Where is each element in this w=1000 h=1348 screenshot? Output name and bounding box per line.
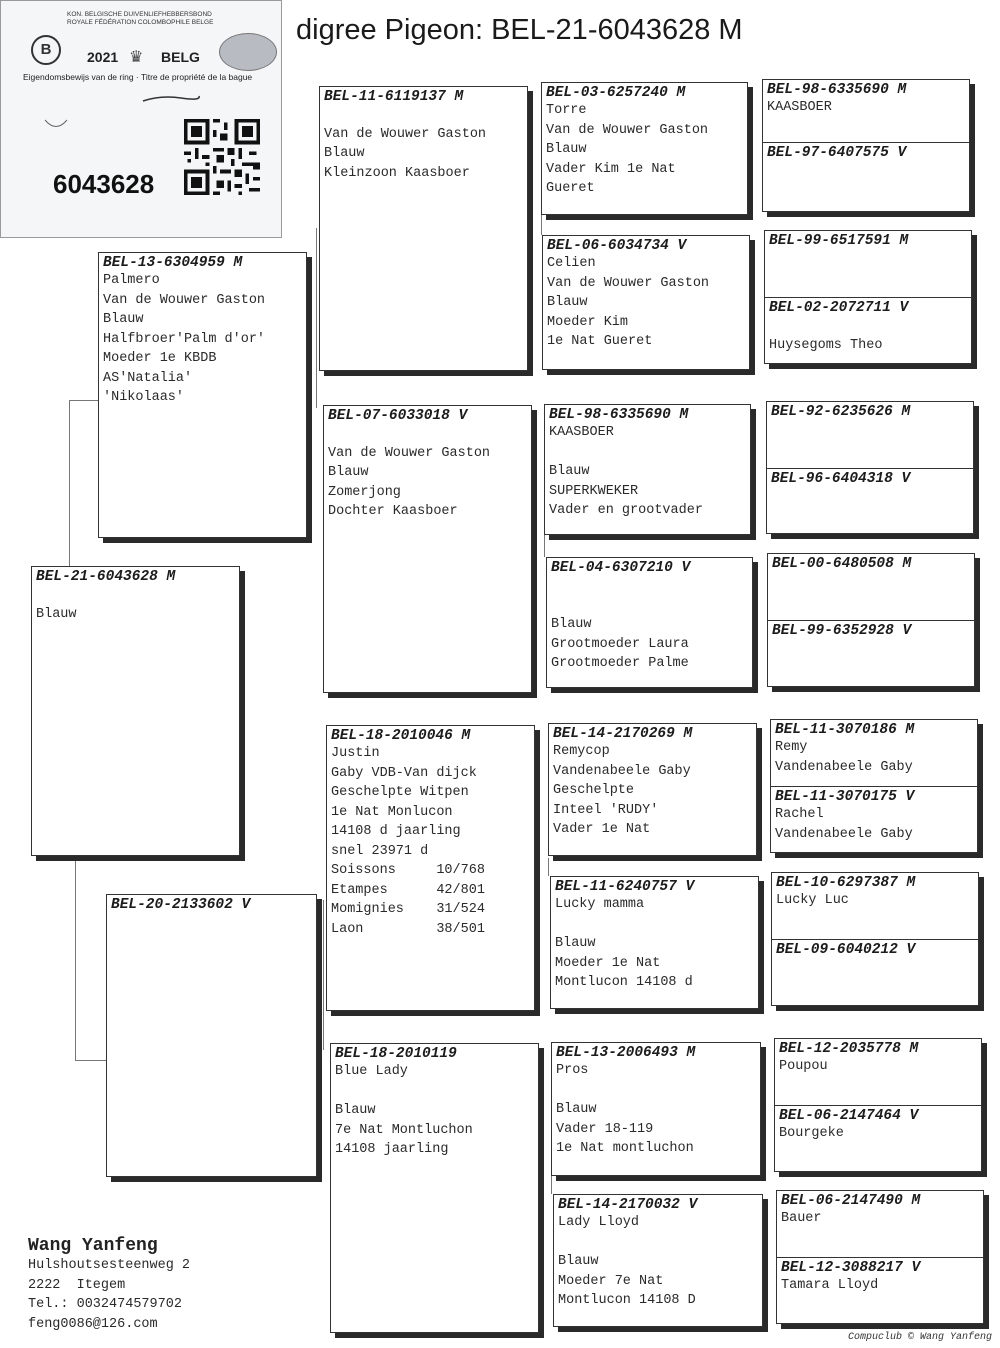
federation-logo-icon: B: [31, 35, 61, 65]
pigeon-detail-line: Vandenabeele Gaby: [553, 763, 691, 779]
pigeon-detail-line: 1e Nat Monlucon: [331, 804, 453, 820]
footer-credit: Compuclub © Wang Yanfeng: [847, 1332, 992, 1343]
pigeon-entry: [763, 80, 969, 118]
pigeon-detail-line: SUPERKWEKER: [549, 483, 639, 499]
pigeon-detail-line: Gaby VDB-Van dijck: [331, 765, 477, 781]
pigeon-detail-line: Remycop: [553, 744, 610, 759]
pigeon-pair-box-7: [774, 1038, 982, 1172]
pigeon-detail-line: Lucky mamma: [555, 897, 645, 912]
pigeon-detail-line: 14108 jaarling: [335, 1142, 449, 1157]
pigeon-detail-line: Soissons 10/768: [331, 863, 485, 878]
pigeon-box-mother: [106, 894, 317, 1177]
pigeon-details: [554, 1213, 762, 1311]
pigeon-detail-line: Moeder 1e KBDB: [103, 351, 217, 366]
connector-line: [544, 535, 545, 557]
pigeon-detail-line: Geschelpte Witpen: [331, 785, 469, 800]
ring-number: BEL-96-6404318 V: [771, 471, 911, 487]
pigeon-detail-line: Rachel: [775, 807, 824, 822]
pigeon-detail-line: Palmero: [103, 273, 160, 288]
pigeon-details: [331, 1062, 538, 1160]
pigeon-detail-line: Kleinzoon Kaasboer: [324, 165, 470, 181]
blank-line: [320, 105, 527, 125]
pigeon-details: [327, 744, 534, 939]
pigeon-details: [320, 105, 527, 183]
pigeon-box-ffm: [542, 235, 750, 370]
pigeon-detail-line: 14108 d jaarling: [331, 824, 461, 839]
ring-country: BELG: [161, 49, 200, 65]
ring-number: BEL-06-6034734 V: [547, 238, 687, 254]
pigeon-detail-line: 1e Nat montluchon: [556, 1141, 694, 1156]
pigeon-detail-line: Blauw: [547, 295, 588, 310]
pigeon-pair-box-1: [762, 79, 970, 212]
pigeon-details: [775, 1057, 981, 1077]
owner-phone: Tel.: 0032474579702: [28, 1297, 182, 1312]
pigeon-pair-box-3: [766, 401, 974, 534]
pigeon-entry: [765, 298, 971, 355]
ring-number: 6043628: [53, 169, 155, 199]
pigeon-detail-line: Blauw: [324, 146, 365, 161]
pigeon-detail-line: snel 23971 d: [331, 843, 429, 859]
owner-name: Wang Yanfeng: [28, 1236, 158, 1256]
ring-number: BEL-11-3070175 V: [775, 789, 915, 805]
pigeon-entry: [767, 469, 973, 487]
pigeon-detail-line: KAASBOER: [767, 100, 832, 115]
pigeon-box-mff: [548, 723, 757, 856]
pigeon-details: [32, 585, 239, 624]
pigeon-detail-line: Vader en grootvader: [549, 503, 703, 518]
owner-address: Hulshoutsesteenweg 2: [28, 1258, 191, 1273]
pigeon-detail-line: Moeder 1e Nat: [555, 955, 661, 971]
connector-line: [548, 858, 549, 876]
pigeon-entry: [772, 873, 978, 911]
pigeon-details: [549, 742, 756, 840]
blank-line: [554, 1233, 762, 1253]
pigeon-detail-line: Tamara Lloyd: [781, 1278, 879, 1293]
pigeon-detail-line: Van de Wouwer Gaston: [324, 126, 487, 142]
pigeon-box-fm: [323, 405, 532, 693]
pigeon-detail-line: Bauer: [781, 1211, 822, 1226]
pigeon-detail-line: Blauw: [555, 936, 596, 951]
page-title: digree Pigeon: BEL-21-6043628 M: [296, 14, 743, 46]
ring-number: BEL-02-2072711 V: [769, 300, 909, 316]
ring-number: BEL-98-6335690 M: [549, 407, 689, 423]
connector-line: [316, 228, 317, 408]
pigeon-details: [777, 1276, 983, 1296]
seal-icon: [219, 33, 277, 71]
pigeon-detail-line: Geschelpte: [553, 783, 635, 798]
ring-number: BEL-20-2133602 V: [111, 897, 251, 913]
pigeon-box-mm: [330, 1043, 539, 1333]
pigeon-detail-line: Van de Wouwer Gaston: [546, 122, 709, 138]
pigeon-entry: [767, 402, 973, 420]
pigeon-detail-line: 'Nikolaas': [103, 390, 185, 405]
pigeon-box-mmm: [553, 1194, 763, 1327]
pigeon-detail-line: Blauw: [556, 1102, 597, 1117]
pigeon-detail-line: Blauw: [36, 606, 77, 622]
pigeon-entry: [775, 1039, 981, 1077]
pigeon-pair-box-8: [776, 1190, 984, 1324]
pigeon-box-mf: [326, 725, 535, 1011]
pigeon-details: [771, 805, 977, 844]
pigeon-detail-line: Bourgeke: [779, 1126, 844, 1141]
connector-line: [75, 860, 76, 1060]
pigeon-detail-line: Inteel 'RUDY': [553, 802, 659, 818]
pigeon-pair-box-6: [771, 872, 979, 1006]
ring-number: BEL-10-6297387 M: [776, 875, 916, 891]
pigeon-entry: [775, 1106, 981, 1144]
ring-number: BEL-13-6304959 M: [103, 255, 243, 271]
ring-number: BEL-04-6307210 V: [551, 560, 691, 576]
pigeon-entry: [777, 1258, 983, 1296]
ring-number: BEL-09-6040212 V: [776, 942, 916, 958]
pigeon-details: [775, 1124, 981, 1144]
pigeon-box-fmf: [544, 404, 751, 535]
pigeon-detail-line: Blauw: [549, 464, 590, 479]
blank-line: [547, 576, 752, 596]
pigeon-detail-line: Huysegoms Theo: [769, 337, 883, 353]
ring-number: BEL-99-6352928 V: [772, 623, 912, 639]
blank-line: [545, 443, 750, 463]
ring-number: BEL-00-6480508 M: [772, 556, 912, 572]
ring-number: BEL-03-6257240 M: [546, 85, 686, 101]
ring-number: BEL-12-3088217 V: [781, 1260, 921, 1276]
ring-number: BEL-21-6043628 M: [36, 569, 176, 585]
pigeon-detail-line: Vandenabeele Gaby: [775, 759, 913, 775]
pigeon-entry: [768, 621, 974, 639]
ring-certificate-card: [0, 0, 282, 238]
certificate-caption: Eigendomsbewijs van de ring · Titre de propriété de la bague: [23, 72, 253, 82]
pigeon-detail-line: Pros: [556, 1063, 589, 1078]
pigeon-detail-line: Blue Lady: [335, 1064, 408, 1079]
pigeon-pair-box-4: [767, 553, 975, 687]
blank-line: [32, 585, 239, 605]
pigeon-detail-line: Zomerjong: [328, 484, 401, 500]
blank-line: [547, 596, 752, 616]
connector-line: [541, 215, 542, 235]
owner-city: 2222 Itegem: [28, 1277, 126, 1293]
pigeon-box-ff: [319, 86, 528, 371]
pigeon-detail-line: Blauw: [551, 617, 592, 632]
pigeon-details: [99, 271, 306, 408]
pigeon-detail-line: Blauw: [558, 1254, 599, 1269]
pigeon-pair-box-2: [764, 230, 972, 364]
pigeon-detail-line: Van de Wouwer Gaston: [103, 292, 266, 308]
owner-info: [28, 1236, 190, 1334]
connector-line: [75, 1060, 108, 1061]
owner-email: feng0086@126.com: [28, 1316, 158, 1332]
pigeon-details: [542, 101, 747, 199]
connector-line: [551, 1176, 552, 1194]
pigeon-box-mmf: [551, 1042, 761, 1176]
ring-number: BEL-14-2170269 M: [553, 726, 693, 742]
pigeon-detail-line: Blauw: [328, 465, 369, 480]
pigeon-detail-line: KAASBOER: [549, 425, 614, 440]
pigeon-detail-line: Remy: [775, 740, 808, 755]
pigeon-detail-line: Momignies 31/524: [331, 902, 485, 917]
federation-name: KON. BELGISCHE DUIVENLIEFHEBBERSBOND ROYALE FÉDÉRATION COLOMBOPHILE BELGE: [67, 11, 214, 26]
pigeon-details: [765, 316, 971, 355]
ring-number: BEL-14-2170032 V: [558, 1197, 698, 1213]
pigeon-detail-line: Van de Wouwer Gaston: [328, 445, 491, 461]
pigeon-box-fff: [541, 82, 748, 215]
pigeon-details: [551, 895, 758, 993]
pigeon-details: [777, 1209, 983, 1229]
pigeon-entry: [777, 1191, 983, 1229]
pigeon-detail-line: Justin: [331, 746, 380, 761]
pigeon-detail-line: Montlucon 14108 D: [558, 1293, 696, 1308]
pigeon-detail-line: AS'Natalia': [103, 370, 193, 386]
ring-number: BEL-06-2147490 M: [781, 1193, 921, 1209]
ring-number: BEL-06-2147464 V: [779, 1108, 919, 1124]
pigeon-detail-line: Lucky Luc: [776, 893, 849, 908]
pigeon-detail-line: Vader 1e Nat: [553, 822, 651, 837]
pigeon-entry: [763, 143, 969, 161]
connector-line: [69, 400, 70, 568]
ring-number: BEL-12-2035778 M: [779, 1041, 919, 1057]
pigeon-detail-line: Vader Kim 1e Nat: [546, 161, 676, 177]
pigeon-detail-line: Blauw: [335, 1103, 376, 1118]
pigeon-box-father: [98, 252, 307, 538]
pigeon-detail-line: 7e Nat Montluchon: [335, 1122, 473, 1138]
connector-line: [69, 400, 99, 401]
pigeon-entry: [771, 720, 977, 777]
pigeon-entry: [772, 940, 978, 958]
pigeon-detail-line: 1e Nat Gueret: [547, 334, 653, 349]
pigeon-details: [771, 738, 977, 777]
pigeon-detail-line: Dochter Kaasboer: [328, 504, 458, 519]
ring-number: BEL-11-6240757 V: [555, 879, 695, 895]
pigeon-detail-line: Van de Wouwer Gaston: [547, 275, 710, 291]
pigeon-details: [772, 891, 978, 911]
pigeon-details: [552, 1061, 760, 1159]
pigeon-box-subject: [31, 566, 240, 856]
pigeon-details: [324, 424, 531, 522]
pigeon-detail-line: Moeder Kim: [547, 314, 629, 330]
ring-number: BEL-18-2010119: [335, 1046, 457, 1062]
ring-year: 2021: [87, 49, 119, 65]
blank-line: [331, 1082, 538, 1102]
pigeon-detail-line: Celien: [547, 256, 596, 271]
pigeon-detail-line: Poupou: [779, 1059, 828, 1074]
pigeon-detail-line: Vader 18-119: [556, 1121, 654, 1137]
pigeon-detail-line: Gueret: [546, 181, 595, 196]
pigeon-details: [763, 98, 969, 118]
pigeon-entry: [768, 554, 974, 572]
ring-number: BEL-18-2010046 M: [331, 728, 471, 744]
blank-line: [552, 1081, 760, 1101]
signature-mark-icon: [141, 93, 201, 105]
pigeon-pair-box-5: [770, 719, 978, 853]
punch-hole-icon: [43, 117, 69, 131]
pigeon-details: [547, 576, 752, 674]
connector-line: [323, 900, 324, 1050]
crown-icon: ♛: [129, 49, 144, 66]
pigeon-detail-line: Blauw: [546, 142, 587, 157]
pigeon-detail-line: Torre: [546, 103, 587, 118]
ring-number: BEL-11-3070186 M: [775, 722, 915, 738]
pigeon-detail-line: Montlucon 14108 d: [555, 975, 693, 990]
qr-code-icon: [184, 119, 260, 195]
ring-number: BEL-11-6119137 M: [324, 89, 464, 105]
pigeon-detail-line: Halfbroer'Palm d'or': [103, 331, 266, 347]
ring-number: BEL-07-6033018 V: [328, 408, 468, 424]
pigeon-details: [543, 254, 749, 352]
pigeon-detail-line: Grootmoeder Palme: [551, 656, 689, 671]
ring-number: BEL-99-6517591 M: [769, 233, 909, 249]
blank-line: [765, 316, 971, 336]
pigeon-detail-line: Blauw: [103, 312, 144, 327]
pigeon-box-mfm: [550, 876, 759, 1009]
pigeon-box-fmm: [546, 557, 753, 688]
blank-line: [324, 424, 531, 444]
ring-number: BEL-13-2006493 M: [556, 1045, 696, 1061]
pigeon-detail-line: Grootmoeder Laura: [551, 636, 689, 652]
ring-number: BEL-98-6335690 M: [767, 82, 907, 98]
pigeon-detail-line: Laon 38/501: [331, 921, 485, 937]
blank-line: [551, 915, 758, 935]
pigeon-entry: [771, 787, 977, 844]
pigeon-detail-line: Lady Lloyd: [558, 1215, 640, 1230]
ring-number: BEL-92-6235626 M: [771, 404, 911, 420]
pigeon-detail-line: Etampes 42/801: [331, 882, 485, 898]
ring-number: BEL-97-6407575 V: [767, 145, 907, 161]
pigeon-details: [545, 423, 750, 521]
pigeon-detail-line: Vandenabeele Gaby: [775, 826, 913, 842]
pigeon-entry: [765, 231, 971, 249]
pigeon-detail-line: Moeder 7e Nat: [558, 1273, 664, 1289]
